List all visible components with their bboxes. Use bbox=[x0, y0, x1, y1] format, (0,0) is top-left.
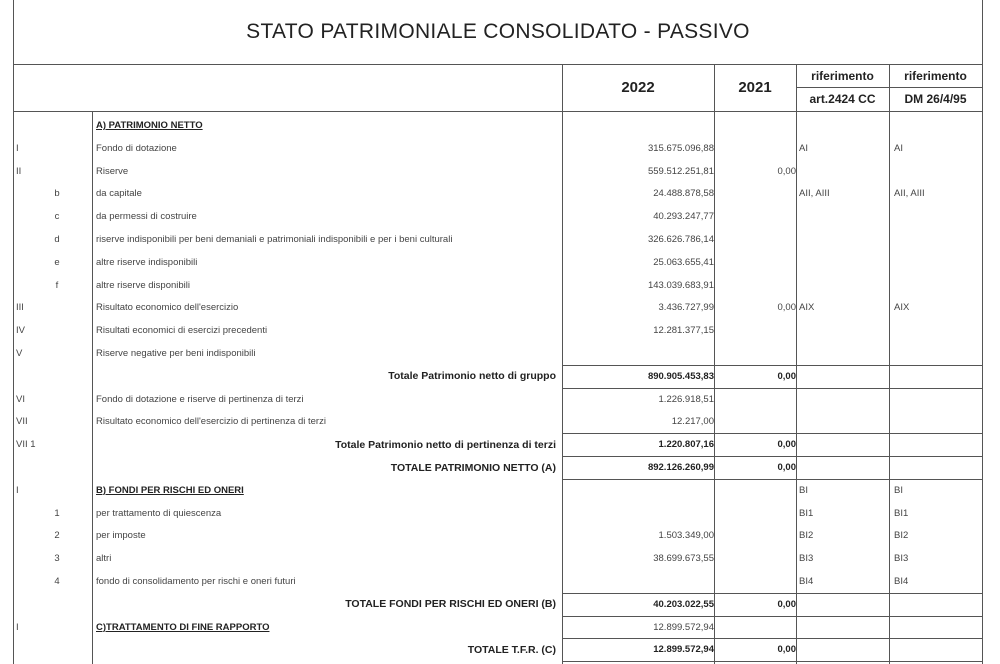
row-value-2022: 12.281.377,15 bbox=[653, 325, 714, 337]
table-row bbox=[14, 160, 982, 183]
row-ref-dm bbox=[894, 410, 980, 433]
row-ref-dm bbox=[894, 433, 980, 456]
row-roman bbox=[16, 365, 76, 388]
row-letter: 2 bbox=[54, 530, 60, 542]
row-ref-cc: AI bbox=[799, 142, 808, 154]
row-value-2021 bbox=[714, 524, 796, 547]
row-value-2021 bbox=[714, 182, 796, 205]
row-ref-dm bbox=[894, 342, 980, 365]
row-ref-cc bbox=[799, 251, 889, 274]
row-description: Risultati economici di esercizi precedenti bbox=[96, 325, 268, 337]
grid-line bbox=[562, 64, 563, 664]
row-roman: VII bbox=[16, 416, 28, 428]
page-title: STATO PATRIMONIALE CONSOLIDATO - PASSIVO bbox=[14, 0, 982, 65]
row-roman bbox=[16, 274, 76, 297]
row-description: da capitale bbox=[96, 188, 142, 200]
table-row bbox=[14, 456, 982, 479]
row-value-2021 bbox=[714, 114, 796, 137]
row-value-2021: 0,00 bbox=[777, 462, 796, 473]
row-letter bbox=[47, 593, 67, 616]
row-value-2022: 1.226.918,51 bbox=[658, 393, 714, 405]
row-letter bbox=[47, 160, 67, 183]
header-year-previous: 2021 bbox=[738, 79, 772, 96]
row-ref-dm bbox=[894, 365, 980, 388]
row-ref-dm bbox=[894, 251, 980, 274]
row-ref-cc bbox=[799, 274, 889, 297]
row-description: Riserve negative per beni indisponibili bbox=[96, 348, 256, 359]
row-letter bbox=[47, 365, 67, 388]
table-row bbox=[14, 296, 982, 319]
table-row bbox=[14, 365, 982, 388]
balance-sheet bbox=[13, 0, 983, 664]
row-value-2022: 1.503.349,00 bbox=[658, 530, 714, 542]
row-ref-cc bbox=[799, 616, 889, 639]
row-ref-cc bbox=[799, 638, 889, 661]
row-ref-cc bbox=[799, 319, 889, 342]
row-value-2021: 0,00 bbox=[777, 165, 796, 177]
row-roman: I bbox=[16, 621, 19, 633]
row-roman: II bbox=[16, 165, 22, 177]
row-letter: 1 bbox=[54, 507, 60, 519]
row-ref-dm bbox=[894, 160, 980, 183]
row-letter: f bbox=[55, 279, 59, 291]
row-ref-dm: AII, AIII bbox=[894, 188, 925, 200]
row-ref-cc: AII, AIII bbox=[799, 188, 830, 200]
table-row bbox=[14, 342, 982, 365]
row-roman: I bbox=[16, 142, 19, 154]
row-value-2021 bbox=[714, 479, 796, 502]
row-ref-dm bbox=[894, 274, 980, 297]
row-value-2021: 0,00 bbox=[777, 439, 796, 451]
row-letter: 3 bbox=[54, 553, 60, 565]
row-letter bbox=[47, 296, 67, 319]
table-row bbox=[14, 479, 982, 502]
row-roman: I bbox=[16, 484, 19, 496]
row-ref-dm bbox=[894, 114, 980, 137]
header-year-current: 2022 bbox=[621, 79, 655, 96]
row-letter bbox=[47, 114, 67, 137]
row-ref-cc: BI bbox=[799, 484, 808, 496]
row-description: riserve indisponibili per beni demaniali e patrimoniali indisponibili e per i beni culturali bbox=[96, 234, 453, 245]
row-value-2022: 25.063.655,41 bbox=[653, 256, 714, 268]
table-row bbox=[14, 114, 982, 137]
total-line bbox=[562, 365, 982, 366]
table-row bbox=[14, 616, 982, 639]
row-roman bbox=[16, 570, 76, 593]
row-ref-cc: BI3 bbox=[799, 553, 814, 565]
total-line bbox=[562, 593, 982, 594]
row-ref-dm bbox=[894, 593, 980, 616]
table-row bbox=[14, 638, 982, 661]
header-ref-cc-bottom: art.2424 CC bbox=[809, 92, 876, 106]
row-ref-cc: BI1 bbox=[799, 507, 814, 519]
row-value-2021 bbox=[714, 251, 796, 274]
row-value-2021: 0,00 bbox=[777, 598, 796, 610]
row-value-2022 bbox=[562, 502, 714, 525]
row-description: B) FONDI PER RISCHI ED ONERI bbox=[96, 484, 244, 496]
row-ref-dm: BI4 bbox=[894, 576, 909, 587]
row-roman bbox=[16, 502, 76, 525]
row-ref-dm bbox=[894, 616, 980, 639]
row-description: altre riserve disponibili bbox=[96, 279, 190, 291]
row-roman: III bbox=[16, 302, 24, 314]
row-value-2021: 0,00 bbox=[777, 302, 796, 314]
row-value-2022 bbox=[562, 114, 714, 137]
row-letter: 4 bbox=[54, 576, 60, 587]
row-value-2021 bbox=[714, 274, 796, 297]
row-value-2021 bbox=[714, 570, 796, 593]
row-value-2022: 12.217,00 bbox=[671, 416, 714, 428]
table-row bbox=[14, 433, 982, 456]
row-roman bbox=[16, 114, 76, 137]
row-description: per trattamento di quiescenza bbox=[96, 507, 222, 519]
row-description: altri bbox=[96, 553, 112, 565]
row-value-2021 bbox=[714, 342, 796, 365]
row-letter bbox=[47, 388, 67, 411]
row-roman bbox=[16, 524, 76, 547]
row-value-2022: 38.699.673,55 bbox=[653, 553, 714, 565]
row-ref-dm: BI bbox=[894, 484, 903, 496]
row-value-2022: 890.905.453,83 bbox=[647, 370, 714, 382]
row-ref-dm bbox=[894, 456, 980, 479]
grid-line bbox=[889, 64, 890, 664]
row-value-2022: 559.512.251,81 bbox=[647, 165, 714, 177]
row-value-2022: 24.488.878,58 bbox=[653, 188, 714, 200]
row-description: Totale Patrimonio netto di pertinenza di terzi bbox=[335, 438, 556, 451]
row-ref-cc bbox=[799, 456, 889, 479]
row-letter: d bbox=[54, 234, 60, 245]
row-value-2021 bbox=[714, 205, 796, 228]
row-letter bbox=[47, 616, 67, 639]
row-description: Risultato economico dell'esercizio bbox=[96, 302, 239, 314]
row-description: altre riserve indisponibili bbox=[96, 256, 198, 268]
row-description: Fondo di dotazione bbox=[96, 142, 177, 154]
row-roman bbox=[16, 251, 76, 274]
row-letter bbox=[47, 638, 67, 661]
row-ref-dm bbox=[894, 205, 980, 228]
row-description: TOTALE T.F.R. (C) bbox=[467, 643, 556, 656]
row-description: TOTALE FONDI PER RISCHI ED ONERI (B) bbox=[345, 598, 556, 611]
row-ref-cc: BI2 bbox=[799, 530, 814, 542]
row-letter bbox=[47, 319, 67, 342]
row-letter bbox=[47, 342, 67, 365]
row-ref-cc bbox=[799, 160, 889, 183]
table-row bbox=[14, 547, 982, 570]
grid-line bbox=[92, 111, 93, 664]
row-value-2021 bbox=[714, 410, 796, 433]
row-roman bbox=[16, 228, 76, 251]
table-row bbox=[14, 593, 982, 616]
table-row bbox=[14, 502, 982, 525]
row-value-2022: 892.126.260,99 bbox=[647, 462, 714, 473]
table-row bbox=[14, 388, 982, 411]
row-ref-cc bbox=[799, 342, 889, 365]
table-row bbox=[14, 274, 982, 297]
row-ref-cc bbox=[799, 388, 889, 411]
row-value-2022: 326.626.786,14 bbox=[647, 234, 714, 245]
row-ref-dm: AIX bbox=[894, 302, 910, 314]
row-ref-dm bbox=[894, 638, 980, 661]
row-value-2022: 40.293.247,77 bbox=[653, 211, 714, 223]
row-ref-cc bbox=[799, 228, 889, 251]
total-line bbox=[562, 433, 982, 434]
row-value-2022 bbox=[562, 479, 714, 502]
row-ref-cc bbox=[799, 365, 889, 388]
header-ref-dm-bottom: DM 26/4/95 bbox=[904, 92, 967, 106]
grid-line bbox=[714, 64, 715, 664]
row-roman bbox=[16, 638, 76, 661]
row-letter: c bbox=[54, 211, 60, 223]
row-ref-cc: BI4 bbox=[799, 576, 814, 587]
row-roman bbox=[16, 456, 76, 479]
row-value-2022: 40.203.022,55 bbox=[653, 598, 714, 610]
row-ref-cc bbox=[799, 433, 889, 456]
row-description: Riserve bbox=[96, 165, 129, 177]
row-roman bbox=[16, 593, 76, 616]
row-value-2022: 315.675.096,88 bbox=[647, 142, 714, 154]
total-line bbox=[562, 661, 982, 662]
row-ref-cc bbox=[799, 114, 889, 137]
row-value-2022: 143.039.683,91 bbox=[647, 279, 714, 291]
row-value-2021 bbox=[714, 228, 796, 251]
table-row bbox=[14, 251, 982, 274]
row-value-2021 bbox=[714, 547, 796, 570]
row-letter bbox=[47, 410, 67, 433]
row-ref-cc: AIX bbox=[799, 302, 815, 314]
row-ref-cc bbox=[799, 410, 889, 433]
row-description: A) PATRIMONIO NETTO bbox=[96, 120, 203, 131]
row-value-2021 bbox=[714, 319, 796, 342]
row-ref-cc bbox=[799, 205, 889, 228]
row-roman bbox=[16, 547, 76, 570]
row-value-2022: 1.220.807,16 bbox=[658, 439, 714, 451]
row-ref-dm: AI bbox=[894, 142, 903, 154]
row-letter bbox=[47, 456, 67, 479]
table-row bbox=[14, 205, 982, 228]
row-roman bbox=[16, 182, 76, 205]
row-roman: VII 1 bbox=[16, 439, 36, 451]
row-value-2021 bbox=[714, 502, 796, 525]
row-roman bbox=[16, 205, 76, 228]
row-value-2021: 0,00 bbox=[777, 644, 796, 656]
table-row bbox=[14, 524, 982, 547]
row-ref-cc bbox=[799, 593, 889, 616]
header-bottom-line bbox=[14, 111, 982, 112]
row-description: Risultato economico dell'esercizio di pertinenza di terzi bbox=[96, 416, 326, 428]
row-ref-dm bbox=[894, 228, 980, 251]
table-row bbox=[14, 319, 982, 342]
row-ref-dm bbox=[894, 388, 980, 411]
row-description: TOTALE PATRIMONIO NETTO (A) bbox=[390, 461, 556, 474]
row-value-2022: 12.899.572,94 bbox=[653, 621, 714, 633]
row-ref-dm: BI3 bbox=[894, 553, 909, 565]
row-description: da permessi di costruire bbox=[96, 211, 197, 223]
row-ref-dm bbox=[894, 319, 980, 342]
header-ref-cc-top: riferimento bbox=[811, 68, 874, 83]
row-roman: VI bbox=[16, 393, 25, 405]
row-description: fondo di consolidamento per rischi e oneri futuri bbox=[96, 576, 296, 587]
table-row bbox=[14, 137, 982, 160]
row-letter: e bbox=[54, 256, 60, 268]
row-description: C)TRATTAMENTO DI FINE RAPPORTO bbox=[96, 621, 270, 633]
row-value-2021 bbox=[714, 388, 796, 411]
header-ref-dm-top: riferimento bbox=[904, 68, 967, 83]
row-roman: IV bbox=[16, 325, 25, 337]
row-description: Totale Patrimonio netto di gruppo bbox=[388, 370, 556, 383]
row-value-2021 bbox=[714, 137, 796, 160]
row-letter: b bbox=[54, 188, 60, 200]
row-value-2021: 0,00 bbox=[777, 370, 796, 382]
row-letter bbox=[47, 137, 67, 160]
row-value-2022: 12.899.572,94 bbox=[653, 644, 714, 656]
table-row bbox=[14, 570, 982, 593]
row-ref-dm: BI2 bbox=[894, 530, 909, 542]
table-row bbox=[14, 228, 982, 251]
row-ref-dm: BI1 bbox=[894, 507, 909, 519]
table-row bbox=[14, 182, 982, 205]
row-description: per imposte bbox=[96, 530, 146, 542]
row-value-2022: 3.436.727,99 bbox=[658, 302, 714, 314]
row-description: Fondo di dotazione e riserve di pertinenza di terzi bbox=[96, 393, 304, 405]
total-line bbox=[562, 456, 982, 457]
row-letter bbox=[47, 479, 67, 502]
row-roman: V bbox=[16, 348, 23, 359]
row-letter bbox=[47, 433, 67, 456]
row-value-2022 bbox=[562, 342, 714, 365]
row-value-2021 bbox=[714, 616, 796, 639]
total-line bbox=[562, 638, 982, 639]
row-value-2022 bbox=[562, 570, 714, 593]
grid-line bbox=[796, 64, 797, 664]
table-row bbox=[14, 410, 982, 433]
